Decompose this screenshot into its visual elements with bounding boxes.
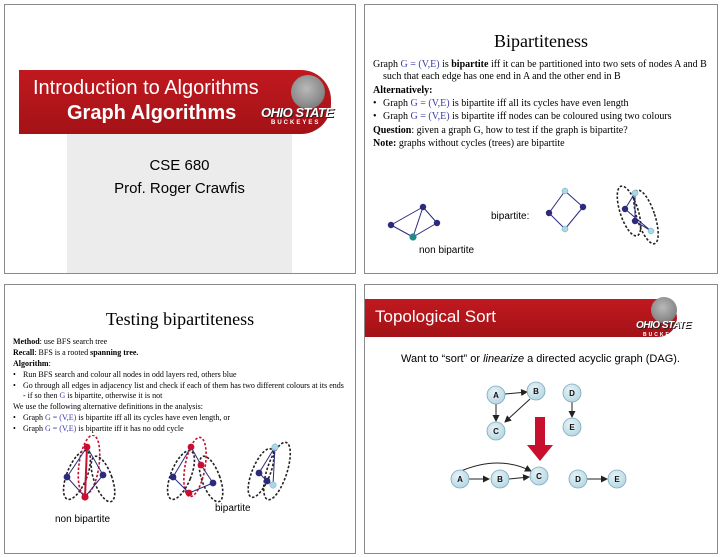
buckeyes-logo-text: BUCKEYES bbox=[643, 332, 687, 338]
dag-label-b: B bbox=[533, 387, 539, 396]
transform-arrow-head bbox=[527, 445, 553, 461]
bipartite-example-1 bbox=[162, 436, 228, 505]
bipartite-graph bbox=[549, 191, 583, 229]
slide-body bbox=[373, 59, 708, 150]
desc-text-1: Want to “sort” or bbox=[401, 353, 484, 365]
alt-intro: We use the following alternative definitions in the analysis: bbox=[13, 402, 203, 411]
slide-title bbox=[4, 4, 356, 274]
non-bipartite-label: non bipartite bbox=[55, 514, 111, 525]
desc-linearize: linearize bbox=[483, 353, 525, 365]
bullet-text: is bipartite iff all its cycles have even length bbox=[449, 98, 629, 109]
bullet-text: is bipartite iff nodes can be coloured using two colours bbox=[449, 111, 672, 122]
buckeyes-logo-text: BUCKEYES bbox=[271, 120, 321, 126]
graph-node bbox=[562, 226, 568, 232]
alternatively-label bbox=[373, 85, 708, 97]
graph-node bbox=[546, 210, 552, 216]
slide-topological-sort bbox=[364, 284, 718, 554]
algorithm-line bbox=[13, 359, 348, 369]
alt-bullet-text: is bipartite iff all its cycles have even length, or bbox=[76, 413, 231, 422]
dag-label-a: A bbox=[493, 391, 499, 400]
def-text-3: iff it can be partitioned into two sets of nodes A and B such that each edge has one end in A and the other end in B bbox=[383, 59, 707, 82]
course-number: CSE 680 bbox=[149, 157, 210, 174]
def-bipartite: bipartite bbox=[451, 59, 489, 70]
graph-node bbox=[420, 204, 426, 210]
course-title: Introduction to Algorithms bbox=[33, 77, 259, 99]
method-label: Method bbox=[13, 337, 40, 346]
bipartite-example-diagram bbox=[365, 183, 717, 273]
note-paragraph bbox=[373, 138, 708, 150]
sorted-label-d: D bbox=[575, 475, 581, 484]
method-line bbox=[13, 337, 348, 347]
alt-bullet bbox=[13, 424, 348, 434]
transform-arrow bbox=[535, 417, 545, 445]
sorted-label-b: B bbox=[497, 475, 503, 484]
title-pillar bbox=[67, 134, 292, 273]
alt-bullet-text: is bipartite iff it has no odd cycle bbox=[76, 424, 184, 433]
bullet-graph: G = (V,E) bbox=[410, 98, 450, 109]
graph-node bbox=[632, 190, 638, 196]
graph-node bbox=[648, 228, 654, 234]
slide-bipartiteness bbox=[364, 4, 718, 274]
non-bipartite-label: non bipartite bbox=[419, 245, 475, 256]
bullet-text: Graph bbox=[383, 98, 411, 109]
ohio-state-logo-text: OHIO STATE bbox=[636, 320, 691, 331]
dag-diagram bbox=[365, 375, 717, 553]
course-subtitle: Graph Algorithms bbox=[67, 102, 237, 124]
course-author: Prof. Roger Crawfis bbox=[114, 180, 245, 197]
bullet-item bbox=[373, 98, 708, 110]
bipartite-label: bipartite: bbox=[491, 211, 530, 222]
slide-title-testing: Testing bipartiteness bbox=[105, 309, 255, 329]
bipartite-example-2 bbox=[243, 439, 296, 502]
alt-label: Alternatively: bbox=[373, 85, 433, 96]
dag-label-e: E bbox=[569, 423, 575, 432]
slide-title-topological: Topological Sort bbox=[375, 307, 496, 326]
sorted-label-a: A bbox=[457, 475, 463, 484]
bullet-text: Graph bbox=[383, 111, 411, 122]
note-text: graphs without cycles (trees) are bipartite bbox=[396, 138, 565, 149]
question-label: Question bbox=[373, 125, 412, 136]
method-text: : use BFS search tree bbox=[39, 337, 108, 346]
question-paragraph bbox=[373, 125, 708, 137]
bfs-example-diagram bbox=[5, 435, 355, 553]
graph-node bbox=[409, 233, 416, 240]
graph-node bbox=[622, 206, 628, 212]
dag-label-c: C bbox=[493, 427, 499, 436]
topo-description bbox=[401, 353, 680, 365]
algo-bullet bbox=[13, 370, 348, 380]
graph-node bbox=[388, 222, 394, 228]
non-bipartite-example bbox=[58, 435, 120, 505]
slide-testing-bipartiteness bbox=[4, 284, 356, 554]
def-text-2: is bbox=[439, 59, 452, 70]
sorted-label-c: C bbox=[536, 472, 542, 481]
desc-text-2: a directed acyclic graph (DAG). bbox=[524, 353, 680, 365]
alt-bullet-text: Graph bbox=[23, 413, 45, 422]
recall-bold: spanning tree. bbox=[90, 348, 139, 357]
graph-node bbox=[562, 188, 568, 194]
graph-node bbox=[580, 204, 586, 210]
note-label: Note: bbox=[373, 138, 397, 149]
algo-bullet-graph: G bbox=[59, 391, 66, 400]
dag-label-d: D bbox=[569, 389, 575, 398]
definition-paragraph bbox=[373, 59, 708, 83]
slide-body bbox=[13, 337, 348, 434]
algorithm-label: Algorithm bbox=[13, 359, 49, 368]
bipartite-label: bipartite bbox=[215, 503, 251, 514]
def-text-1: Graph bbox=[373, 59, 401, 70]
alt-bullet bbox=[13, 413, 348, 423]
alt-bullet-graph: G = (V,E) bbox=[45, 413, 77, 422]
brutus-seal-icon bbox=[291, 75, 325, 109]
def-graph: G = (V,E) bbox=[400, 59, 440, 70]
non-bipartite-graph bbox=[391, 207, 437, 237]
graph-node bbox=[632, 218, 638, 224]
bullet-graph: G = (V,E) bbox=[410, 111, 450, 122]
recall-line bbox=[13, 348, 348, 358]
algorithm-colon: : bbox=[48, 359, 51, 368]
algo-bullet-text: Run BFS search and colour all nodes in odd layers red, others blue bbox=[23, 370, 237, 379]
recall-label: Recall bbox=[13, 348, 35, 357]
algo-bullet-text: Go through all edges in adjacency list and check if each of them has two different colours at its ends - if so then bbox=[23, 381, 344, 400]
slide-title-bipartiteness: Bipartiteness bbox=[494, 31, 588, 51]
question-text: : given a graph G, how to test if the graph is bipartite? bbox=[411, 125, 628, 136]
alt-bullet-text: Graph bbox=[23, 424, 45, 433]
sorted-label-e: E bbox=[614, 475, 620, 484]
recall-text: : BFS is a rooted bbox=[34, 348, 91, 357]
graph-node bbox=[434, 220, 440, 226]
algo-bullet bbox=[13, 381, 348, 401]
algo-bullet-text: is bipartite, otherwise it is not bbox=[65, 391, 163, 400]
ohio-state-logo-text: OHIO STATE bbox=[261, 105, 334, 120]
bullet-item bbox=[373, 111, 708, 123]
alt-bullet-graph: G = (V,E) bbox=[45, 424, 77, 433]
